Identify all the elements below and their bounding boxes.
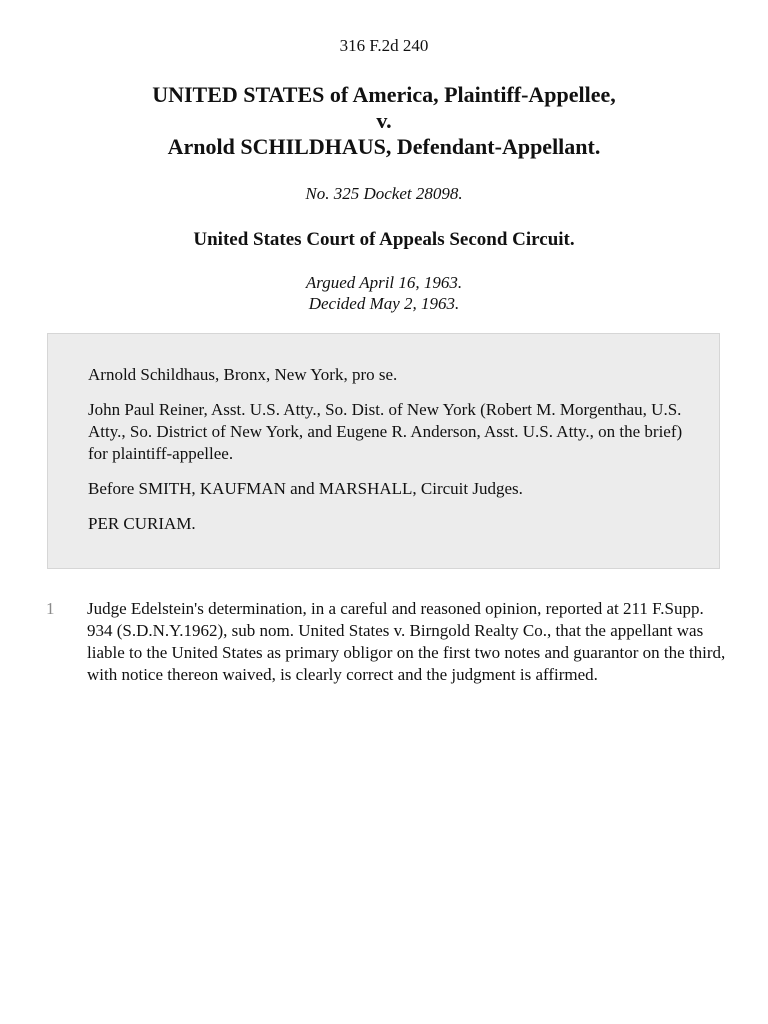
appellee-counsel: John Paul Reiner, Asst. U.S. Atty., So. Dist. of New York (Robert M. Morgenthau, U.S. Atty., So. District of New York, and Eugene R. Anderson, Asst. U.S. Atty., on the brief) for plaintiff-appellee. <box>88 400 683 463</box>
case-citation: 316 F.2d 240 <box>339 36 429 55</box>
decided-date: Decided May 2, 1963. <box>308 294 460 313</box>
docket-number: No. 325 Docket 28098. <box>305 184 463 203</box>
appellant-counsel: Arnold Schildhaus, Bronx, New York, pro se. <box>88 365 398 384</box>
per-curiam-label: PER CURIAM. <box>88 514 196 533</box>
paragraph-number: 1 <box>46 599 55 618</box>
caption-defendant: Arnold SCHILDHAUS, Defendant-Appellant. <box>167 134 601 159</box>
case-caption <box>0 82 768 160</box>
argued-date: Argued April 16, 1963. <box>305 273 463 292</box>
caption-versus: v. <box>376 108 392 133</box>
caption-plaintiff: UNITED STATES of America, Plaintiff-Appellee, <box>152 82 616 107</box>
bench-judges: Before SMITH, KAUFMAN and MARSHALL, Circuit Judges. <box>88 479 523 498</box>
counsel-panel <box>47 333 720 569</box>
case-dates <box>0 272 768 314</box>
court-name: United States Court of Appeals Second Circuit. <box>193 229 575 250</box>
opinion-paragraph: Judge Edelstein's determination, in a careful and reasoned opinion, reported at 211 F.Supp. 934 (S.D.N.Y.1962), sub nom. United States v. Birngold Realty Co., that the appellant was liable to the United States as primary obligor on the first two notes and guarantor on the third, with notice thereon waived, is clearly correct and the judgment is affirmed. <box>87 599 726 684</box>
